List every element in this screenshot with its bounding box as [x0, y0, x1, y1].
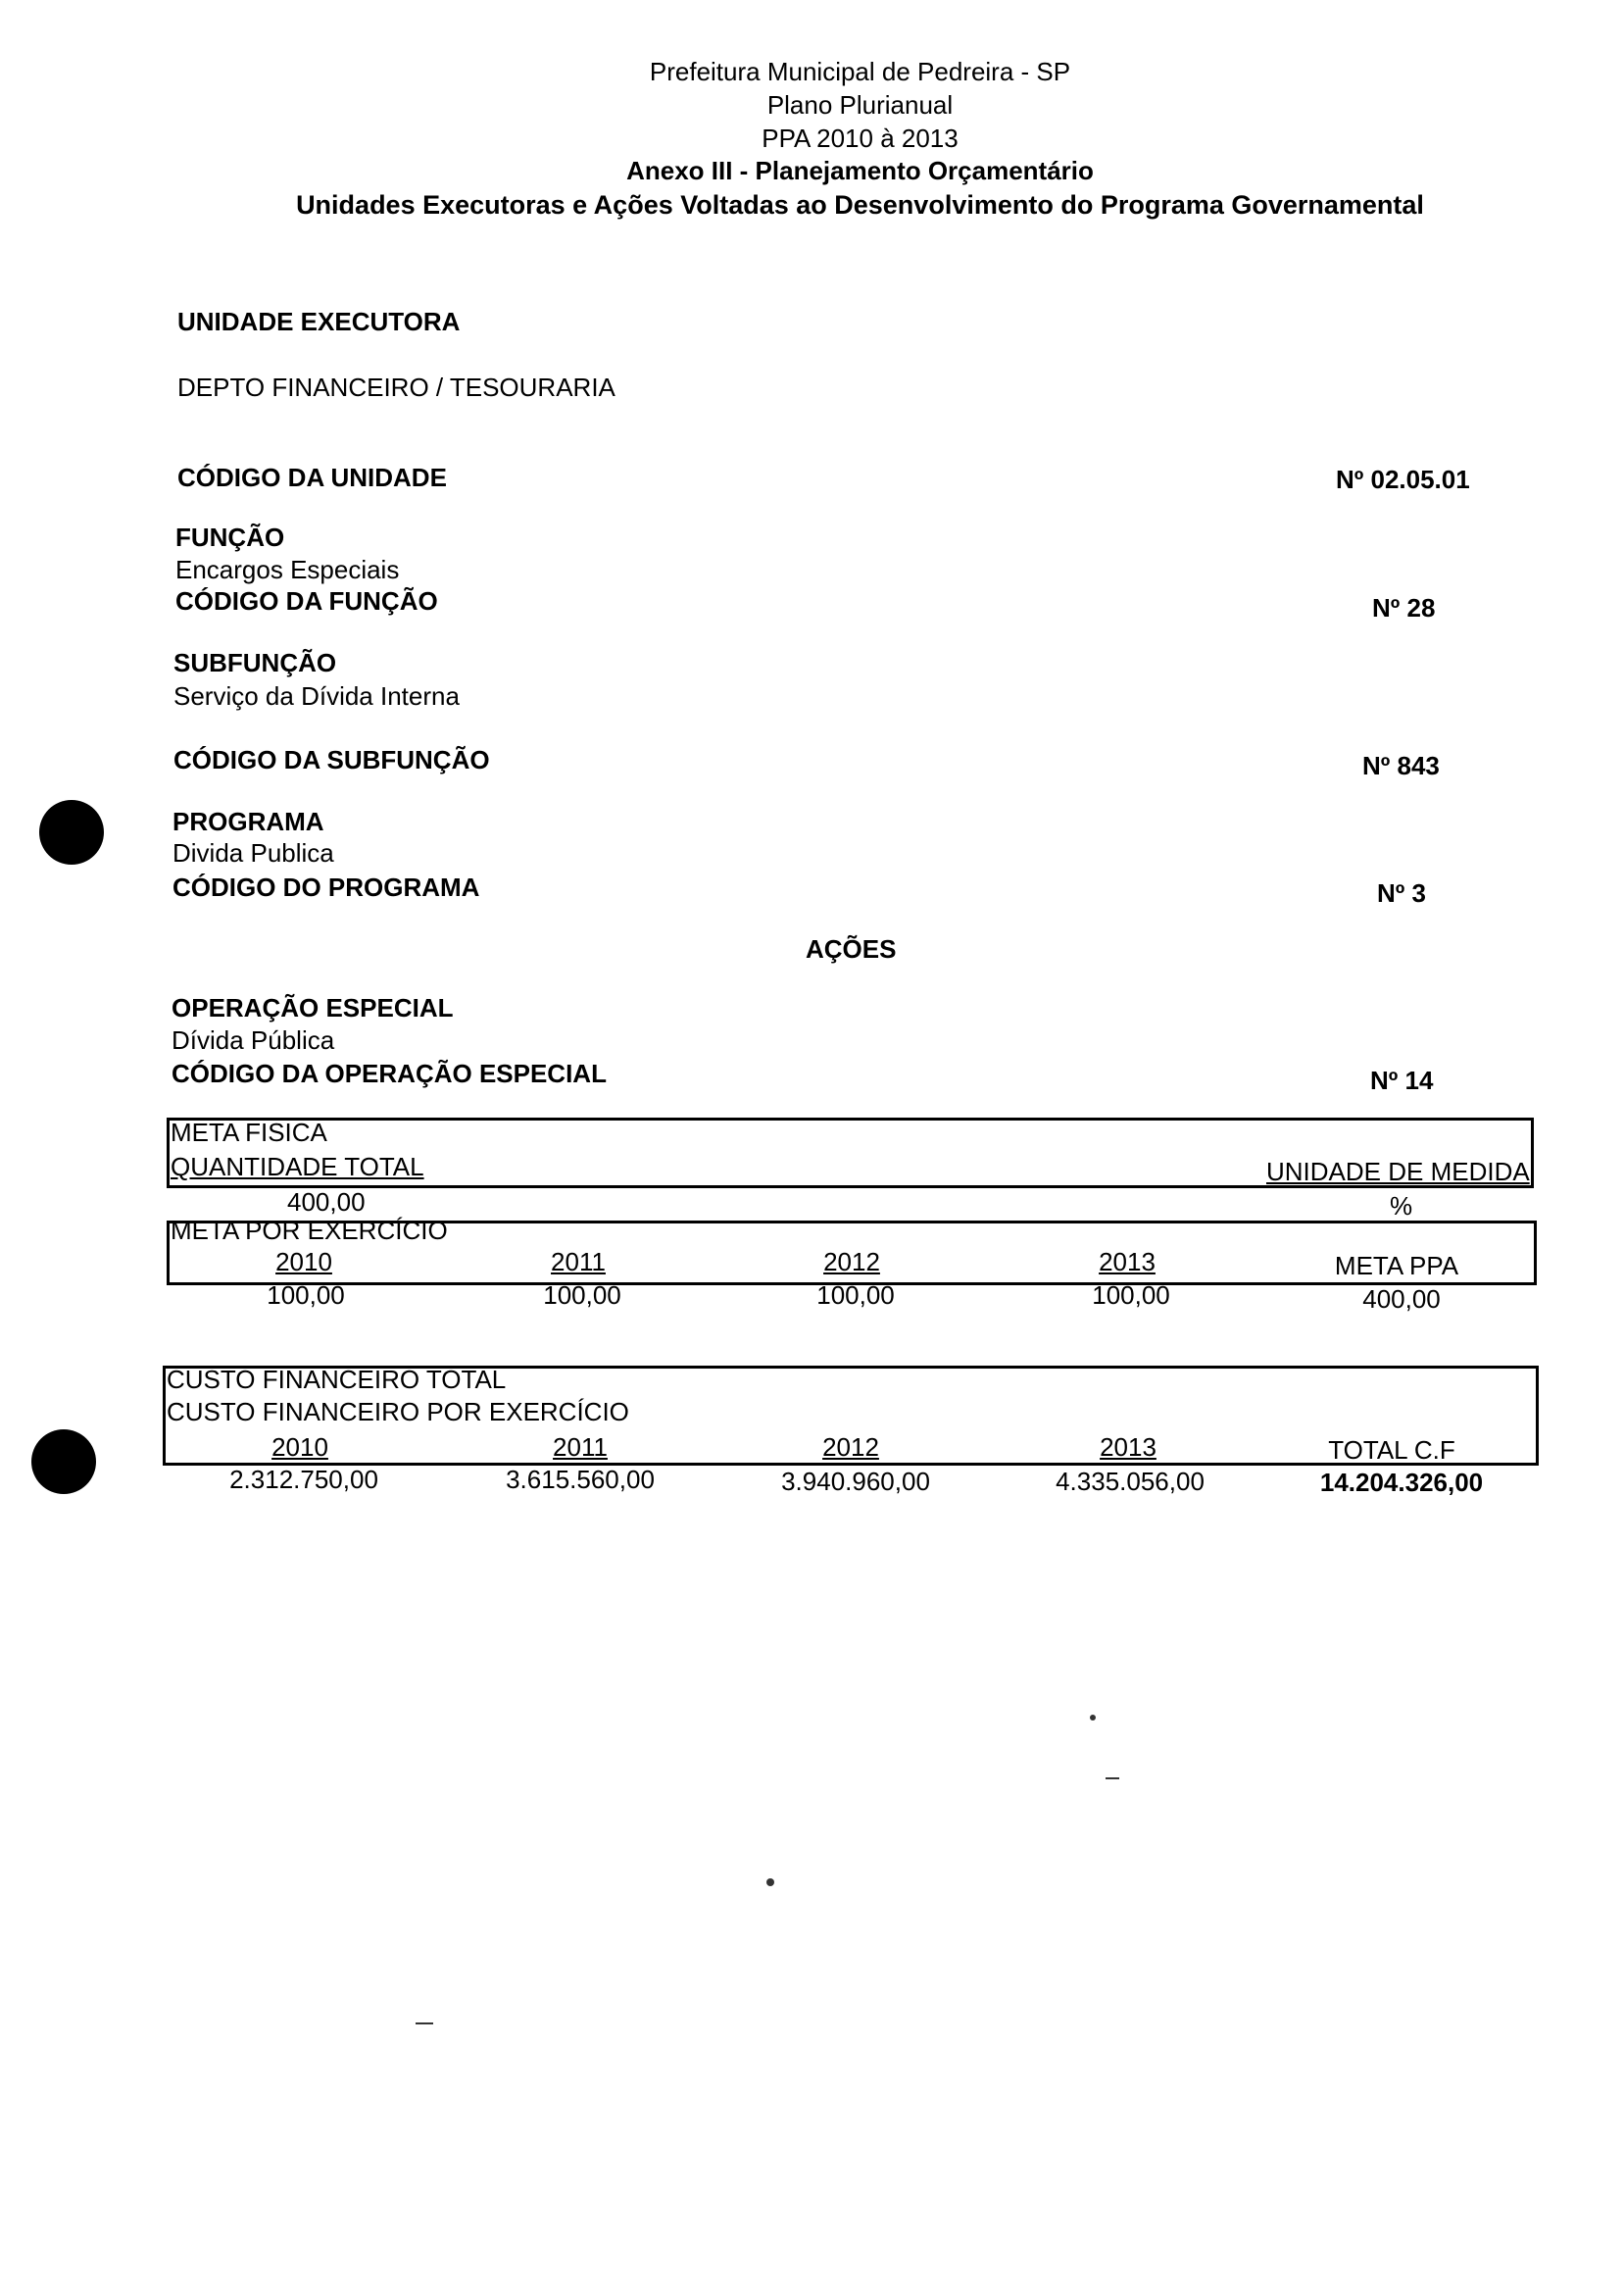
scan-speck: [416, 2022, 433, 2024]
codigo-funcao-value: Nº 28: [1372, 593, 1436, 623]
meta-value-2012: 100,00: [816, 1280, 895, 1310]
meta-value-2011: 100,00: [543, 1280, 621, 1310]
unidade-executora-value: DEPTO FINANCEIRO / TESOURARIA: [177, 373, 615, 402]
total-cf-label: TOTAL C.F: [1328, 1435, 1455, 1465]
quantidade-total-label: QUANTIDADE TOTAL: [171, 1152, 424, 1181]
meta-exercicio-title: META POR EXERCÍCIO: [171, 1216, 448, 1245]
meta-year-2012: 2012: [823, 1247, 880, 1276]
punch-hole-bottom: [31, 1429, 96, 1494]
subfuncao-label: SUBFUNÇÃO: [173, 648, 337, 677]
header-annex: Anexo III - Planejamento Orçamentário: [626, 156, 1094, 185]
funcao-value: Encargos Especiais: [175, 555, 400, 584]
punch-hole-top: [39, 800, 104, 865]
meta-year-2013: 2013: [1099, 1247, 1156, 1276]
codigo-operacao-value: Nº 14: [1370, 1066, 1434, 1095]
header-municipality: Prefeitura Municipal de Pedreira - SP: [649, 57, 1071, 86]
operacao-especial-label: OPERAÇÃO ESPECIAL: [172, 993, 454, 1023]
custo-year-2013: 2013: [1100, 1432, 1156, 1462]
codigo-funcao-label: CÓDIGO DA FUNÇÃO: [175, 586, 438, 616]
meta-fisica-title: META FISICA: [171, 1118, 327, 1147]
meta-ppa-label: META PPA: [1334, 1251, 1459, 1280]
custo-year-2012: 2012: [822, 1432, 879, 1462]
unidade-medida-value: %: [1390, 1191, 1413, 1221]
header-period: PPA 2010 à 2013: [762, 124, 959, 153]
acoes-title: AÇÕES: [806, 934, 897, 964]
codigo-unidade-label: CÓDIGO DA UNIDADE: [177, 463, 447, 492]
codigo-programa-label: CÓDIGO DO PROGRAMA: [172, 873, 480, 902]
codigo-unidade-value: Nº 02.05.01: [1336, 465, 1470, 494]
custo-value-2011: 3.615.560,00: [506, 1465, 655, 1494]
subfuncao-value: Serviço da Dívida Interna: [173, 681, 460, 711]
scan-speck: [1106, 1777, 1119, 1779]
custo-year-2011: 2011: [553, 1432, 608, 1462]
custo-exercicio-title: CUSTO FINANCEIRO POR EXERCÍCIO: [167, 1397, 629, 1426]
funcao-label: FUNÇÃO: [175, 523, 285, 552]
custo-total-title: CUSTO FINANCEIRO TOTAL: [167, 1365, 507, 1394]
custo-value-2010: 2.312.750,00: [229, 1465, 378, 1494]
programa-value: Divida Publica: [172, 838, 334, 868]
scan-speck: [766, 1878, 774, 1886]
page-title: Unidades Executoras e Ações Voltadas ao Desenvolvimento do Programa Governamental: [296, 190, 1424, 220]
custo-value-2013: 4.335.056,00: [1056, 1467, 1205, 1496]
total-cf-value: 14.204.326,00: [1319, 1468, 1484, 1497]
codigo-subfuncao-label: CÓDIGO DA SUBFUNÇÃO: [173, 745, 490, 774]
meta-value-2013: 100,00: [1092, 1280, 1170, 1310]
quantidade-total-value: 400,00: [287, 1187, 366, 1217]
codigo-programa-value: Nº 3: [1377, 878, 1426, 908]
codigo-operacao-label: CÓDIGO DA OPERAÇÃO ESPECIAL: [172, 1059, 607, 1088]
unidade-executora-label: UNIDADE EXECUTORA: [177, 307, 461, 336]
meta-ppa-value: 400,00: [1362, 1284, 1441, 1314]
operacao-especial-value: Dívida Pública: [172, 1025, 335, 1055]
meta-year-2011: 2011: [551, 1247, 606, 1276]
codigo-subfuncao-value: Nº 843: [1362, 751, 1440, 780]
meta-year-2010: 2010: [275, 1247, 332, 1276]
custo-value-2012: 3.940.960,00: [781, 1467, 930, 1496]
meta-value-2010: 100,00: [267, 1280, 345, 1310]
unidade-medida-label: UNIDADE DE MEDIDA: [1266, 1157, 1530, 1186]
custo-year-2010: 2010: [271, 1432, 328, 1462]
programa-label: PROGRAMA: [172, 807, 324, 836]
header-plan: Plano Plurianual: [766, 90, 954, 120]
scan-speck: [1090, 1715, 1096, 1721]
